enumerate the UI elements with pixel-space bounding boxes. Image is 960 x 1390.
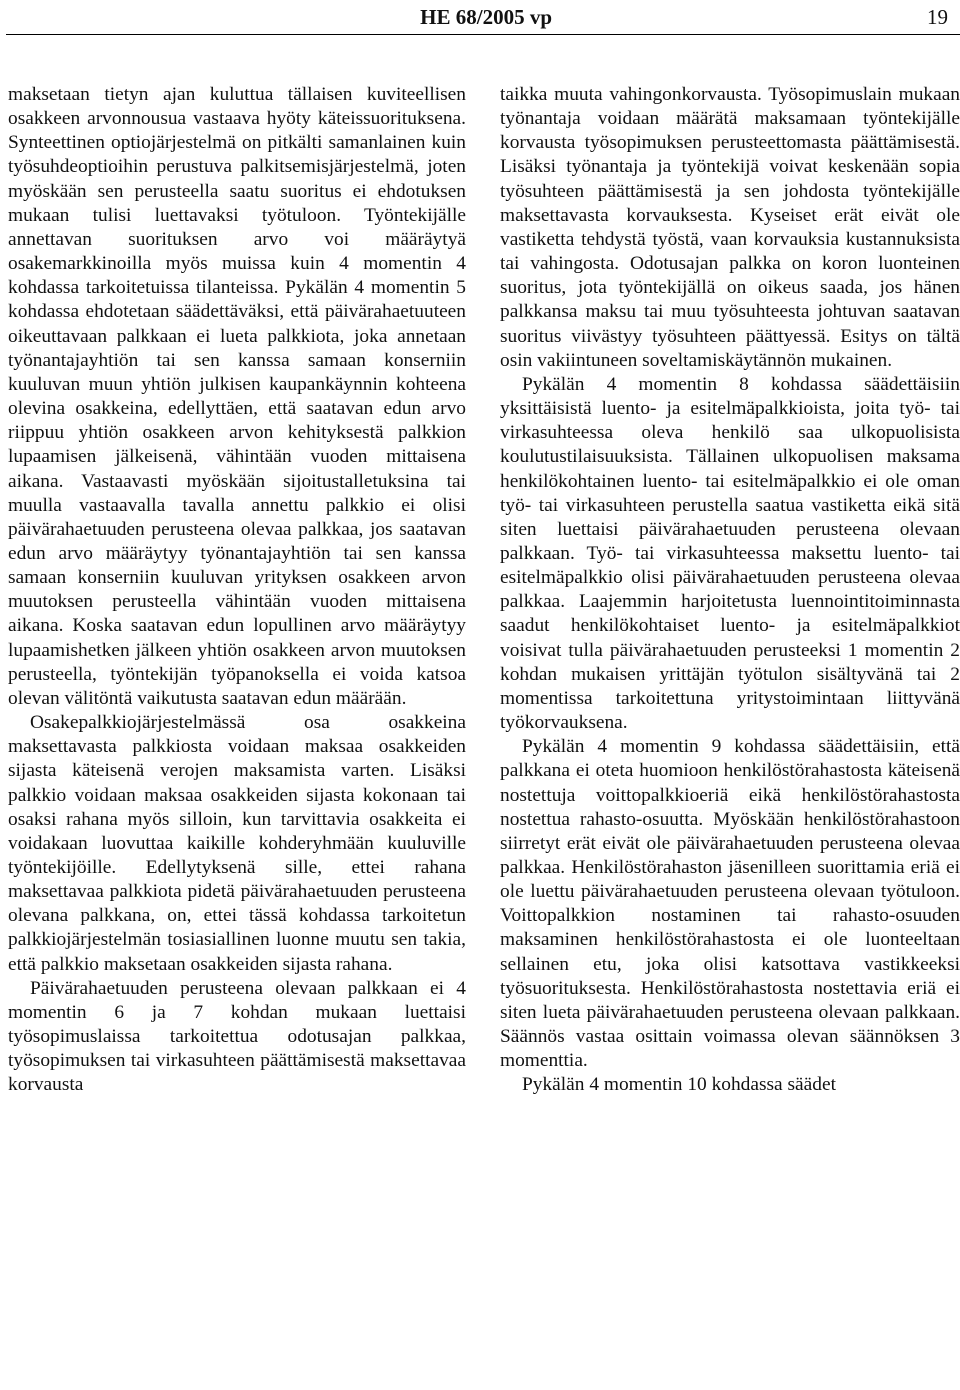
paragraph: Pykälän 4 momentin 9 kohdassa säädettäisiin, että palkkana ei oteta huomioon henkilöstörahastosta käteisenä nostettuja voittopalkkioeriä eikä henkilöstörahastosta nostettua rahasto-osuutta. Myöskään henkilöstörahastoon siirretyt erät eivät ole päivärahaetuuden perusteena olevaa palkkaa. Henkilöstörahaston jäsenilleen suorittamia eriä ei ole luettu päivärahaetuuden perusteena olevaan työtuloon. Voittopalkkion nostaminen tai rahasto-osuuden maksaminen henkilöstörahastosta ei ole luonteeltaan sellainen etu, joka olisi katsottava vastikkeeksi työsuorituksesta. Henkilöstörahastosta nostettavia eriä ei siten lueta päivärahaetuuden perusteena olevaan palkkaan. Säännös vastaa osittain voimassa olevan säännöksen 3 momenttia. bbox=[500, 736, 960, 1072]
paragraph: Pykälän 4 momentin 8 kohdassa säädettäisiin yksittäisistä luento- ja esitelmäpalkkioista, joita työ- tai virkasuhteessa oleva henkilö saa ulkopuolisista koulutustilaisuuksista. Tällainen ulkopuolisen maksama henkilökohtainen luento- tai esitelmäpalkkio ei ole oman työ- tai virkasuhteen perustella saatua vastiketta eikä sitä siten luettaisi päivärahaetuuden perusteena olevaan palkkaan. Työ- tai virkasuhteessa maksettu luento- tai esitelmäpalkkio olisi päivärahaetuuden perusteena olevaa palkkaa. Laajemmin harjoitetusta luennointitoiminnasta saadut henkilökohtaiset luento- ja esitelmäpalkkiot voisivat tulla päivärahaetuuden perusteeksi 1 momentin 2 kohdan mukaisen yrittäjän työtulon sisältyvänä tai 2 momentissa tarkoitettuna yritystoimintaan liittyvänä työkorvauksena. bbox=[500, 373, 960, 734]
paragraph: Päivärahaetuuden perusteena olevaan palkkaan ei 4 momentin 6 ja 7 kohdan mukaan luettaisi työsopimuslaissa tarkoitettua odotusajan palkkaa, työsopimuksen tai virkasuhteen päättämisestä maksettavaa korvausta bbox=[8, 977, 466, 1096]
right-column bbox=[500, 83, 960, 1098]
paragraph: taikka muuta vahingonkorvausta. Työsopimuslain mukaan työnantaja voidaan määrätä maksamaan työntekijälle korvausta työsopimuksen perusteettomasta päättämisestä. Lisäksi työnantaja ja työntekijä voivat keskenään sopia työsuhteen päättämisestä ja sen johdosta työntekijälle maksettavasta korvauksesta. Kyseiset erät eivät ole vastiketta tehdystä työstä, vaan korvauksia kustannuksista tai vahingosta. Odotusajan palkka on koron luonteinen suoritus, jota työntekijällä on oikeus saada, jos hänen palkkansa maksu tai muu työsuhteesta johtuvan saatavan suoritus viivästyy työsuhteen päättyessä. Esitys on tältä osin vakiintuneen soveltamiskäytännön mukainen. bbox=[500, 84, 960, 371]
paragraph: Osakepalkkiojärjestelmässä osa osakkeina maksettavasta palkkiosta voidaan maksaa osakkeiden sijasta käteisenä verojen maksamista varten. Lisäksi palkkio voidaan maksaa osakkeiden sijasta kokonaan tai osaksi rahana myös silloin, kun tarvittavia osakkeita ei voidakaan luovuttaa kaikille kohderyhmään kuuluville työntekijöille. Edellytyksenä sille, ettei rahana maksettavaa palkkiota pidetä päivärahaetuuden perusteena olevana palkkana, on, ettei tässä kohdassa tarkoitetun palkkiojärjestelmän tosiasiallinen luonne muutu sen takia, että palkkio maksetaan osakkeiden sijasta rahana. bbox=[8, 712, 466, 975]
document-id: HE 68/2005 vp bbox=[420, 5, 552, 29]
page-header bbox=[0, 0, 960, 44]
paragraph: maksetaan tietyn ajan kuluttua tällaisen kuviteellisen osakkeen arvonnousua vastaava hyöty käteissuorituksena. Synteettinen optiojärjestelmä on pitkälti samanlainen kuin työsuhdeoptioihin perustuva palkitsemisjärjestelmä, joten myöskään sen perusteella saatu suoritus ei ehdotuksen mukaan tulisi luettavaksi työtuloon. Työntekijälle annettavan suorituksen arvo voi määräytyä osakemarkkinoilla myös muissa kuin 4 momentin 4 kohdassa tarkoitetuissa tilanteissa. Pykälän 4 momentin 5 kohdassa ehdotetaan säädettäväksi, että päivärahaetuuteen oikeuttavaan palkkaan ei lueta palkkiota, joka annetaan työnantajayhtiön tai sen kanssa samaan konserniin kuuluvan muun yhtiön julkisen kaupankäynnin kohteena olevina osakkeina, edellyttäen, että saatavan edun arvo riippuu yhtiön osakkeen arvon kehityksestä palkkion lupaamisen jälkeisenä, vähintään vuoden mittaisena aikana. Vastaavasti myöskään sijoitustalletuksina tai muulla vastaavalla tavalla annettu palkkio ei olisi päivärahaetuuden perusteena olevaa palkkaa, jos saatavan edun arvo määräytyy työnantajayhtiön tai sen kanssa samaan konserniin kuuluvan yrityksen osakkeen arvon muutoksen perusteella vähintään vuoden mittaisena aikana. Koska saatavan edun lopullinen arvo määräytyy lupaamishetken jälkeen yhtiön osakkeen arvon muutoksen perusteella, työntekijän työpanoksella ei voida katsoa olevan välitöntä vaikutusta saatavan edun määrään. bbox=[8, 84, 466, 709]
page-number: 19 bbox=[927, 5, 948, 29]
header-rule bbox=[6, 34, 960, 35]
left-column bbox=[8, 83, 466, 1098]
paragraph: Pykälän 4 momentin 10 kohdassa säädet bbox=[522, 1074, 836, 1096]
